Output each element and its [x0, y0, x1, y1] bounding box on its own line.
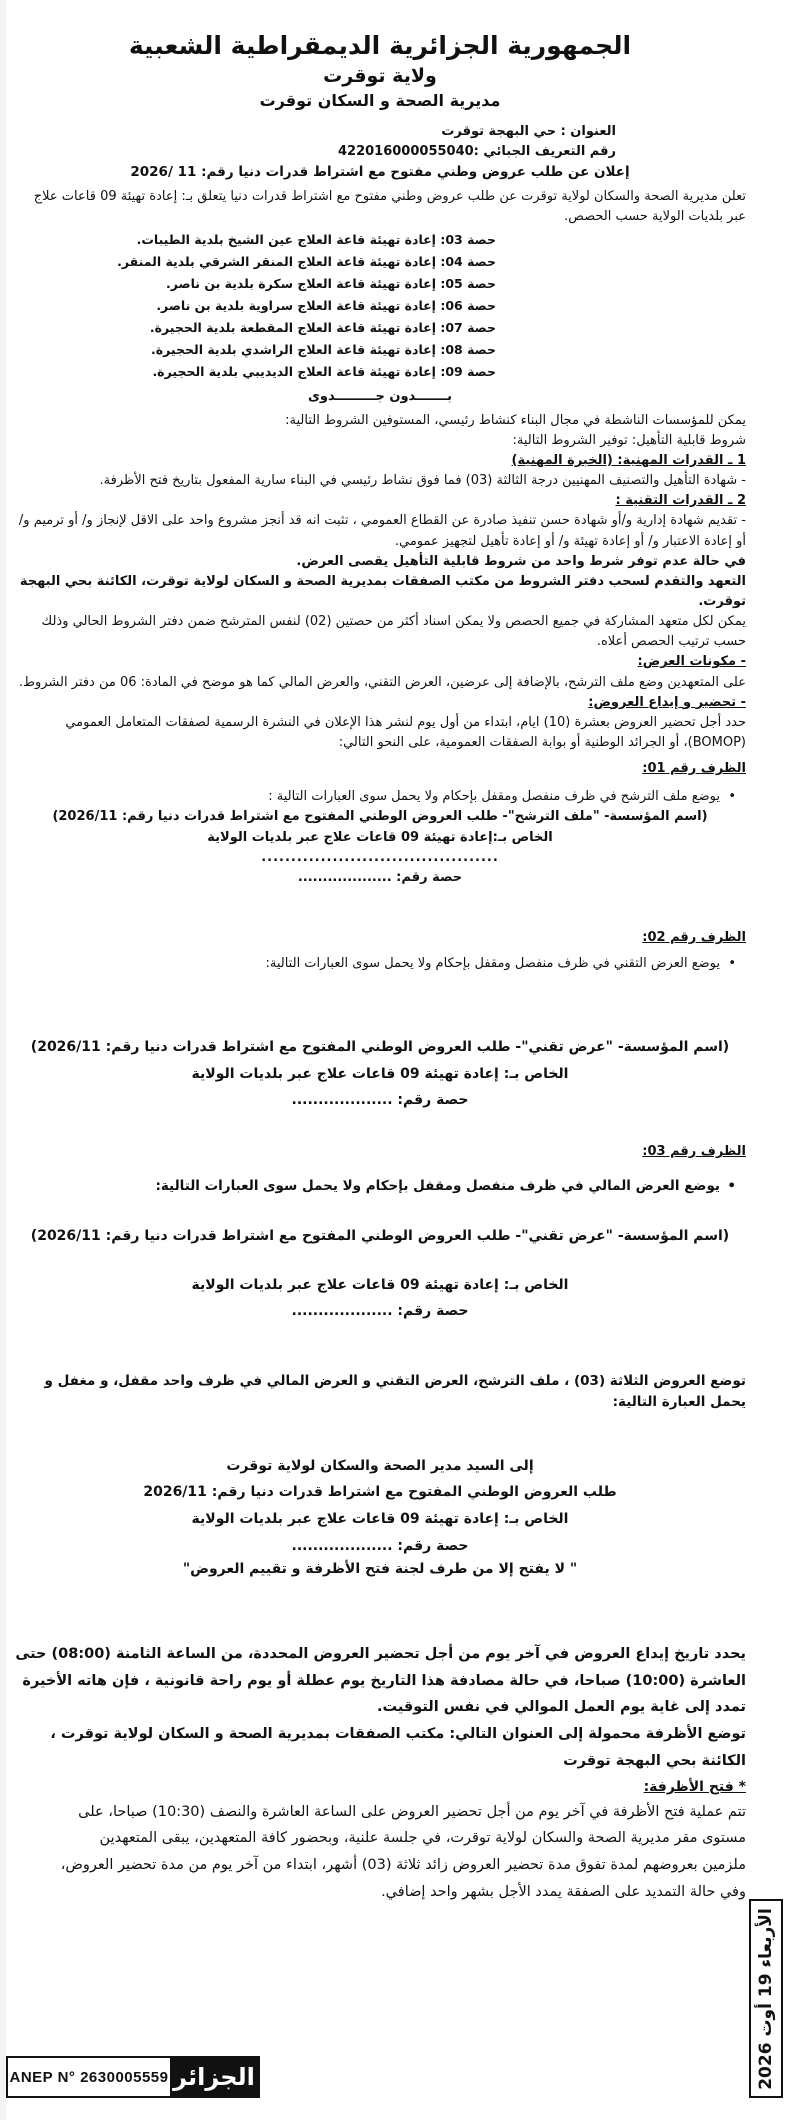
envelope-3-instruction: • يوضع العرض المالي في ظرف منفصل ومقفل بإحكام ولا يحمل سوى العبارات التالية:	[14, 1176, 746, 1197]
eligibility-intro: يمكن للمؤسسات الناشطة في مجال البناء كنشاط رئيسي، المستوفين الشروط التالية:	[285, 412, 746, 428]
anep-stamp	[6, 2056, 260, 2098]
lot-item: حصة 09: إعادة تهيئة قاعة العلاج الديديبي بلدية الحجيرة.	[152, 363, 496, 379]
section-technical-text: - تقديم شهادة إدارية و/أو شهادة حسن تنفيذ صادرة عن القطاع العمومي ، تثبت انه قد أنجز مشروع واحد على الاقل لإنجاز و/ أو ترميم و/ أو إعادة الاعتبار و/ أو إعادة تهيئة و/ أو إعادة تأهيل لتجهيز عمومي.	[18, 513, 746, 549]
outer-envelope-line1: طلب العروض الوطني المفتوح مع اشتراط قدرات دنيا رقم: 2026/11	[143, 1484, 617, 1501]
lot-item: حصة 08: إعادة تهيئة قاعة العلاج الراشدي بلدية الحجيرة.	[150, 341, 496, 357]
section-technical-title: 2 ـ القدرات التقنية :	[615, 493, 746, 509]
outer-envelope-warning: " لا يفتح إلا من طرف لجنة فتح الأظرفة و تقييم العروض"	[182, 1561, 578, 1578]
offer-components-text: على المتعهدين وضع ملف الترشح، بالإضافة إلى عرضين، العرض التقني، والعرض المالي كما هو موضح في المادة: 06 من دفتر الشروط.	[18, 674, 746, 690]
opening-title: * فتح الأظرفة:	[643, 1778, 746, 1795]
envelope-3-lot: حصة رقم: ...................	[291, 1303, 469, 1320]
section-professional-title: 1 ـ القدرات المهنية: (الخبرة المهنية)	[511, 453, 746, 469]
announcement-title: إعلان عن طلب عروض وطني مفتوح مع اشتراط قدرات دنيا رقم: 11 /2026	[130, 164, 630, 181]
envelope-1-line2: الخاص بـ:إعادة تهيئة 09 قاعات علاج عبر بلديات الولاية	[207, 829, 553, 845]
deposit-text: يحدد تاريخ إيداع العروض في آخر يوم من أجل تحضير العروض المحددة، من الساعة الثامنة (08:00) حتى العاشرة (10:00) صباحا، في حالة مصادفة هذا التاريخ يوم عطلة أو يوم راحة قانونية ، فإن هاته الأخيرة تمدد إلى غاية يوم العمل الموالي في نفس التوقيت.	[15, 1645, 746, 1716]
deposit-address: توضع الأظرفة محمولة إلى العنوان التالي: مكتب الصفقات بمديرية الصحة و السكان لولاية توقرت ، الكائنة بحي البهجة توقرت	[50, 1726, 746, 1770]
publication-date-strip	[749, 1899, 783, 2098]
envelope-2-line1: (اسم المؤسسة- "عرض تقني"- طلب العروض الوطني المفتوح مع اشتراط قدرات دنيا رقم: 2026/11)	[30, 1039, 730, 1056]
envelope-2-lot: حصة رقم: ...................	[291, 1092, 469, 1109]
tax-id: رقم التعريف الجبائي :422016000055040	[337, 144, 616, 160]
submission-text: حدد أجل تحضير العروض بعشرة (10) ايام، ابتداء من أول يوم لنشر هذا الإعلان في النشرة الرسمية لصفقات المتعامل العمومي (BOMOP)، أو الجرائد الوطنية أو بوابة الصفقات العمومية، على النحو التالي:	[65, 714, 746, 750]
lots-note: يمكن لكل متعهد المشاركة في جميع الحصص ولا يمكن اسناد أكثر من حصتين (02) لنفس المترشح ضمن دفتر الشروط الحالي وذلك حسب ترتيب الحصص أعلاه.	[41, 614, 746, 650]
outer-envelope-lot: حصة رقم: ...................	[291, 1537, 469, 1554]
combined-envelope-note: توضع العروض الثلاثة (03) ، ملف الترشح، العرض التقني و العرض المالي في ظرف واحد مقفل، و مغفل و يحمل العبارة التالية:	[44, 1372, 746, 1410]
outer-envelope-to: إلى السيد مدير الصحة والسكان لولاية توقرت	[226, 1457, 534, 1474]
intro-text: تعلن مديرية الصحة والسكان لولاية توقرت عن طلب عروض وطني مفتوح مع اشتراط قدرات دنيا يتعلق بـ: إعادة تهيئة 09 قاعات علاج عبر بلديات الولاية حسب الحصص.	[33, 189, 746, 225]
withdraw-note: التعهد والتقدم لسحب دفتر الشروط من مكتب الصفقات بمديرية الصحة و السكان لولاية توقرت، الكائنة بحي البهجة توقرت.	[19, 573, 746, 609]
envelope-3-line1: (اسم المؤسسة- "عرض تقني"- طلب العروض الوطني المفتوح مع اشتراط قدرات دنيا رقم: 2026/11)	[30, 1228, 730, 1245]
envelope-1-dots: ........................................	[261, 849, 499, 865]
envelope-2-line2: الخاص بـ: إعادة تهيئة 09 قاعات علاج عبر بلديات الولاية	[191, 1065, 569, 1082]
address: العنوان : حي البهجة توقرت	[441, 123, 616, 139]
envelope-2-label: الظرف رقم 02:	[642, 929, 746, 945]
outer-envelope-line2: الخاص بـ: إعادة تهيئة 09 قاعات علاج عبر بلديات الولاية	[191, 1510, 569, 1527]
lot-item: حصة 06: إعادة تهيئة قاعة العلاج سراوية بلدية بن ناصر.	[156, 298, 496, 314]
wilaya-heading: ولاية توقرت	[323, 65, 437, 87]
submission-title: - تحضير و إيداع العروض:	[588, 694, 746, 710]
rejection-note: في حالة عدم توفر شرط واحد من شروط قابلية التأهيل يقصى العرض.	[296, 553, 746, 569]
newspaper-logo: الجزائر	[170, 2058, 258, 2096]
directorate-heading: مديرية الصحة و السكان توقرت	[259, 90, 501, 110]
lot-item: حصة 03: إعادة تهيئة قاعة العلاج عين الشيخ بلدية الطيبات.	[136, 232, 496, 248]
envelope-1-instruction: • يوضع ملف الترشح في ظرف منفصل ومقفل بإحكام ولا يحمل سوى العبارات التالية :	[14, 787, 746, 807]
lots-list	[14, 229, 746, 382]
lot-item: حصة 07: إعادة تهيئة قاعة العلاج المقطعة بلدية الحجيرة.	[149, 319, 496, 335]
republic-heading: الجمهورية الجزائرية الديمقراطية الشعبية	[128, 31, 632, 60]
offer-components-title: - مكونات العرض:	[637, 654, 746, 670]
envelope-2-instruction: • يوضع العرض التقني في ظرف منفصل ومقفل بإحكام ولا يحمل سوى العبارات التالية:	[14, 954, 746, 974]
section-professional-text: - شهادة التأهيل والتصنيف المهنيين درجة الثالثة (03) فما فوق نشاط رئيسي في البناء سارية المفعول بتاريخ فتح الأظرفة.	[99, 473, 746, 489]
anep-number: ANEP N° 2630005559	[9, 2068, 169, 2086]
lot-item: حصة 04: إعادة تهيئة قاعة العلاج المنقر الشرقي بلدية المنقر.	[117, 254, 496, 270]
envelope-1-label: الظرف رقم 01:	[642, 761, 746, 777]
envelope-1-line1: (اسم المؤسسة- "ملف الترشح"- طلب العروض الوطني المفتوح مع اشتراط قدرات دنيا رقم: 2026/11)	[52, 809, 708, 825]
envelope-3-label: الظرف رقم 03:	[642, 1144, 746, 1160]
lot-item: حصة 05: إعادة تهيئة قاعة العلاج سكرة بلدية بن ناصر.	[166, 276, 496, 292]
envelope-1-lot: حصة رقم: ...................	[297, 869, 463, 885]
eligibility-conditions: شروط قابلية التأهيل: توفير الشروط التالية:	[512, 432, 746, 448]
unsuccessful-separator: بـــــــدون جـــــــــدوى	[307, 388, 453, 404]
publication-date: الأربعاء 19 أوت 2026	[756, 1907, 777, 2090]
envelope-3-line2: الخاص بـ: إعادة تهيئة 09 قاعات علاج عبر بلديات الولاية	[191, 1276, 569, 1293]
scan-edge	[0, 0, 6, 2120]
opening-text: تتم عملية فتح الأظرفة في آخر يوم من أجل تحضير العروض على الساعة العاشرة والنصف (10:30) صباحا، على مستوى مقر مديرية الصحة والسكان لولاية توقرت، في جلسة علنية، وبحضور كافة المتعهدين، يبقى المتعهدين ملزمين بعروضهم لمدة تفوق مدة تحضير العروض زائد ثلاثة (03) أشهر، ابتداء من آخر يوم من مدة تحضير العروض، وفي حالة التمديد على الصفقة يمدد الأجل بشهر واحد إضافي.	[60, 1803, 746, 1900]
announcement-document	[14, 28, 746, 2058]
